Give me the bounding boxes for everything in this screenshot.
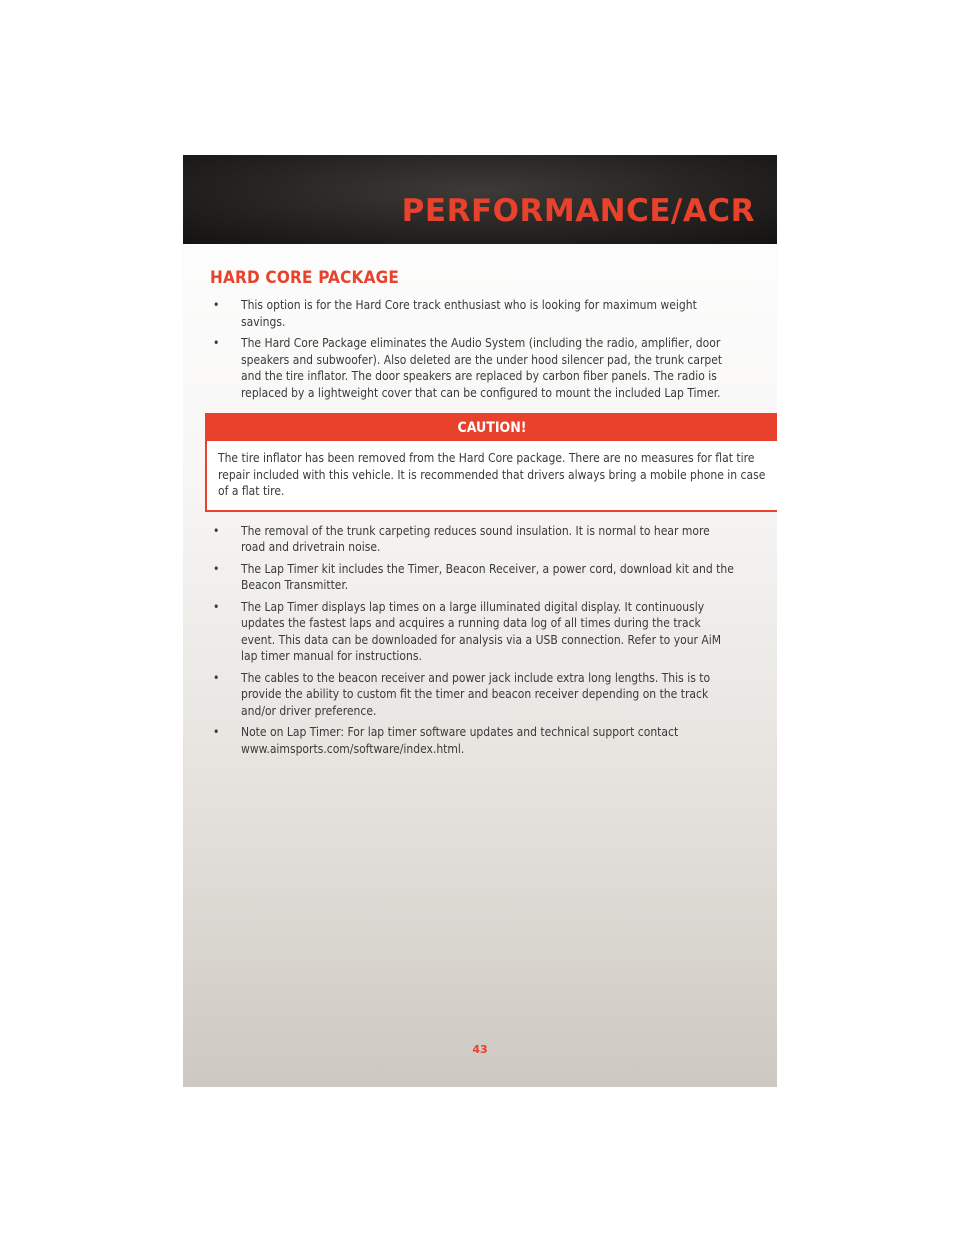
chapter-title: PERFORMANCE/ACR [401, 193, 755, 229]
bullet-icon: • [213, 670, 220, 685]
caution-heading: CAUTION! [207, 415, 777, 441]
list-item [210, 523, 734, 556]
list-item-text: The removal of the trunk carpeting reduces sound insulation. It is normal to hear more road and drivetrain noise. [241, 523, 710, 554]
list-item-text: The Hard Core Package eliminates the Audio System (including the radio, amplifier, door speakers and subwoofer). Also deleted are the under hood silencer pad, the trunk carpet and the tire inflator. The door speakers are replaced by carbon fiber panels. The radio is replaced by a lightweight cover that can be configured to mount the included Lap Timer. [241, 336, 723, 400]
list-item [210, 670, 734, 720]
bullet-icon: • [213, 336, 220, 350]
caution-box [205, 413, 777, 512]
page-content [210, 268, 766, 762]
manual-page [183, 155, 777, 1087]
list-item [210, 724, 734, 757]
list-item [210, 297, 734, 330]
caution-text: The tire inflator has been removed from the Hard Core package. There are no measures for flat tire repair included with this vehicle. It is recommended that drivers always bring a mobile phone in case of a flat tire. [218, 451, 766, 498]
page-number: 43 [472, 1043, 488, 1056]
section-title: HARD CORE PACKAGE [210, 268, 400, 288]
bullet-icon: • [213, 599, 220, 614]
bullet-icon: • [213, 561, 220, 576]
bullet-icon: • [213, 725, 220, 739]
bullet-list-details [210, 523, 734, 758]
list-item-text: Note on Lap Timer: For lap timer software updates and technical support contact www.aimsports.com/software/index.html. [241, 725, 679, 756]
list-item-text: The Lap Timer kit includes the Timer, Beacon Receiver, a power cord, download kit and the Beacon Transmitter. [241, 561, 734, 592]
bullet-list-intro [210, 297, 734, 401]
list-item-text: This option is for the Hard Core track enthusiast who is looking for maximum weight savings. [241, 298, 697, 329]
bullet-icon: • [213, 523, 220, 538]
list-item [210, 599, 734, 665]
list-item [210, 561, 734, 594]
list-item [210, 335, 734, 401]
list-item-text: The Lap Timer displays lap times on a large illuminated digital display. It continuously updates the fastest laps and acquires a running data log of all times during the track event. This data can be downloaded for analysis via a USB connection. Refer to your AiM lap timer manual for instructions. [241, 599, 722, 663]
header-band [183, 155, 777, 244]
list-item-text: The cables to the beacon receiver and power jack include extra long lengths. This is to provide the ability to custom fit the timer and beacon receiver depending on the track and/or driver preference. [241, 670, 711, 718]
bullet-icon: • [213, 298, 220, 312]
